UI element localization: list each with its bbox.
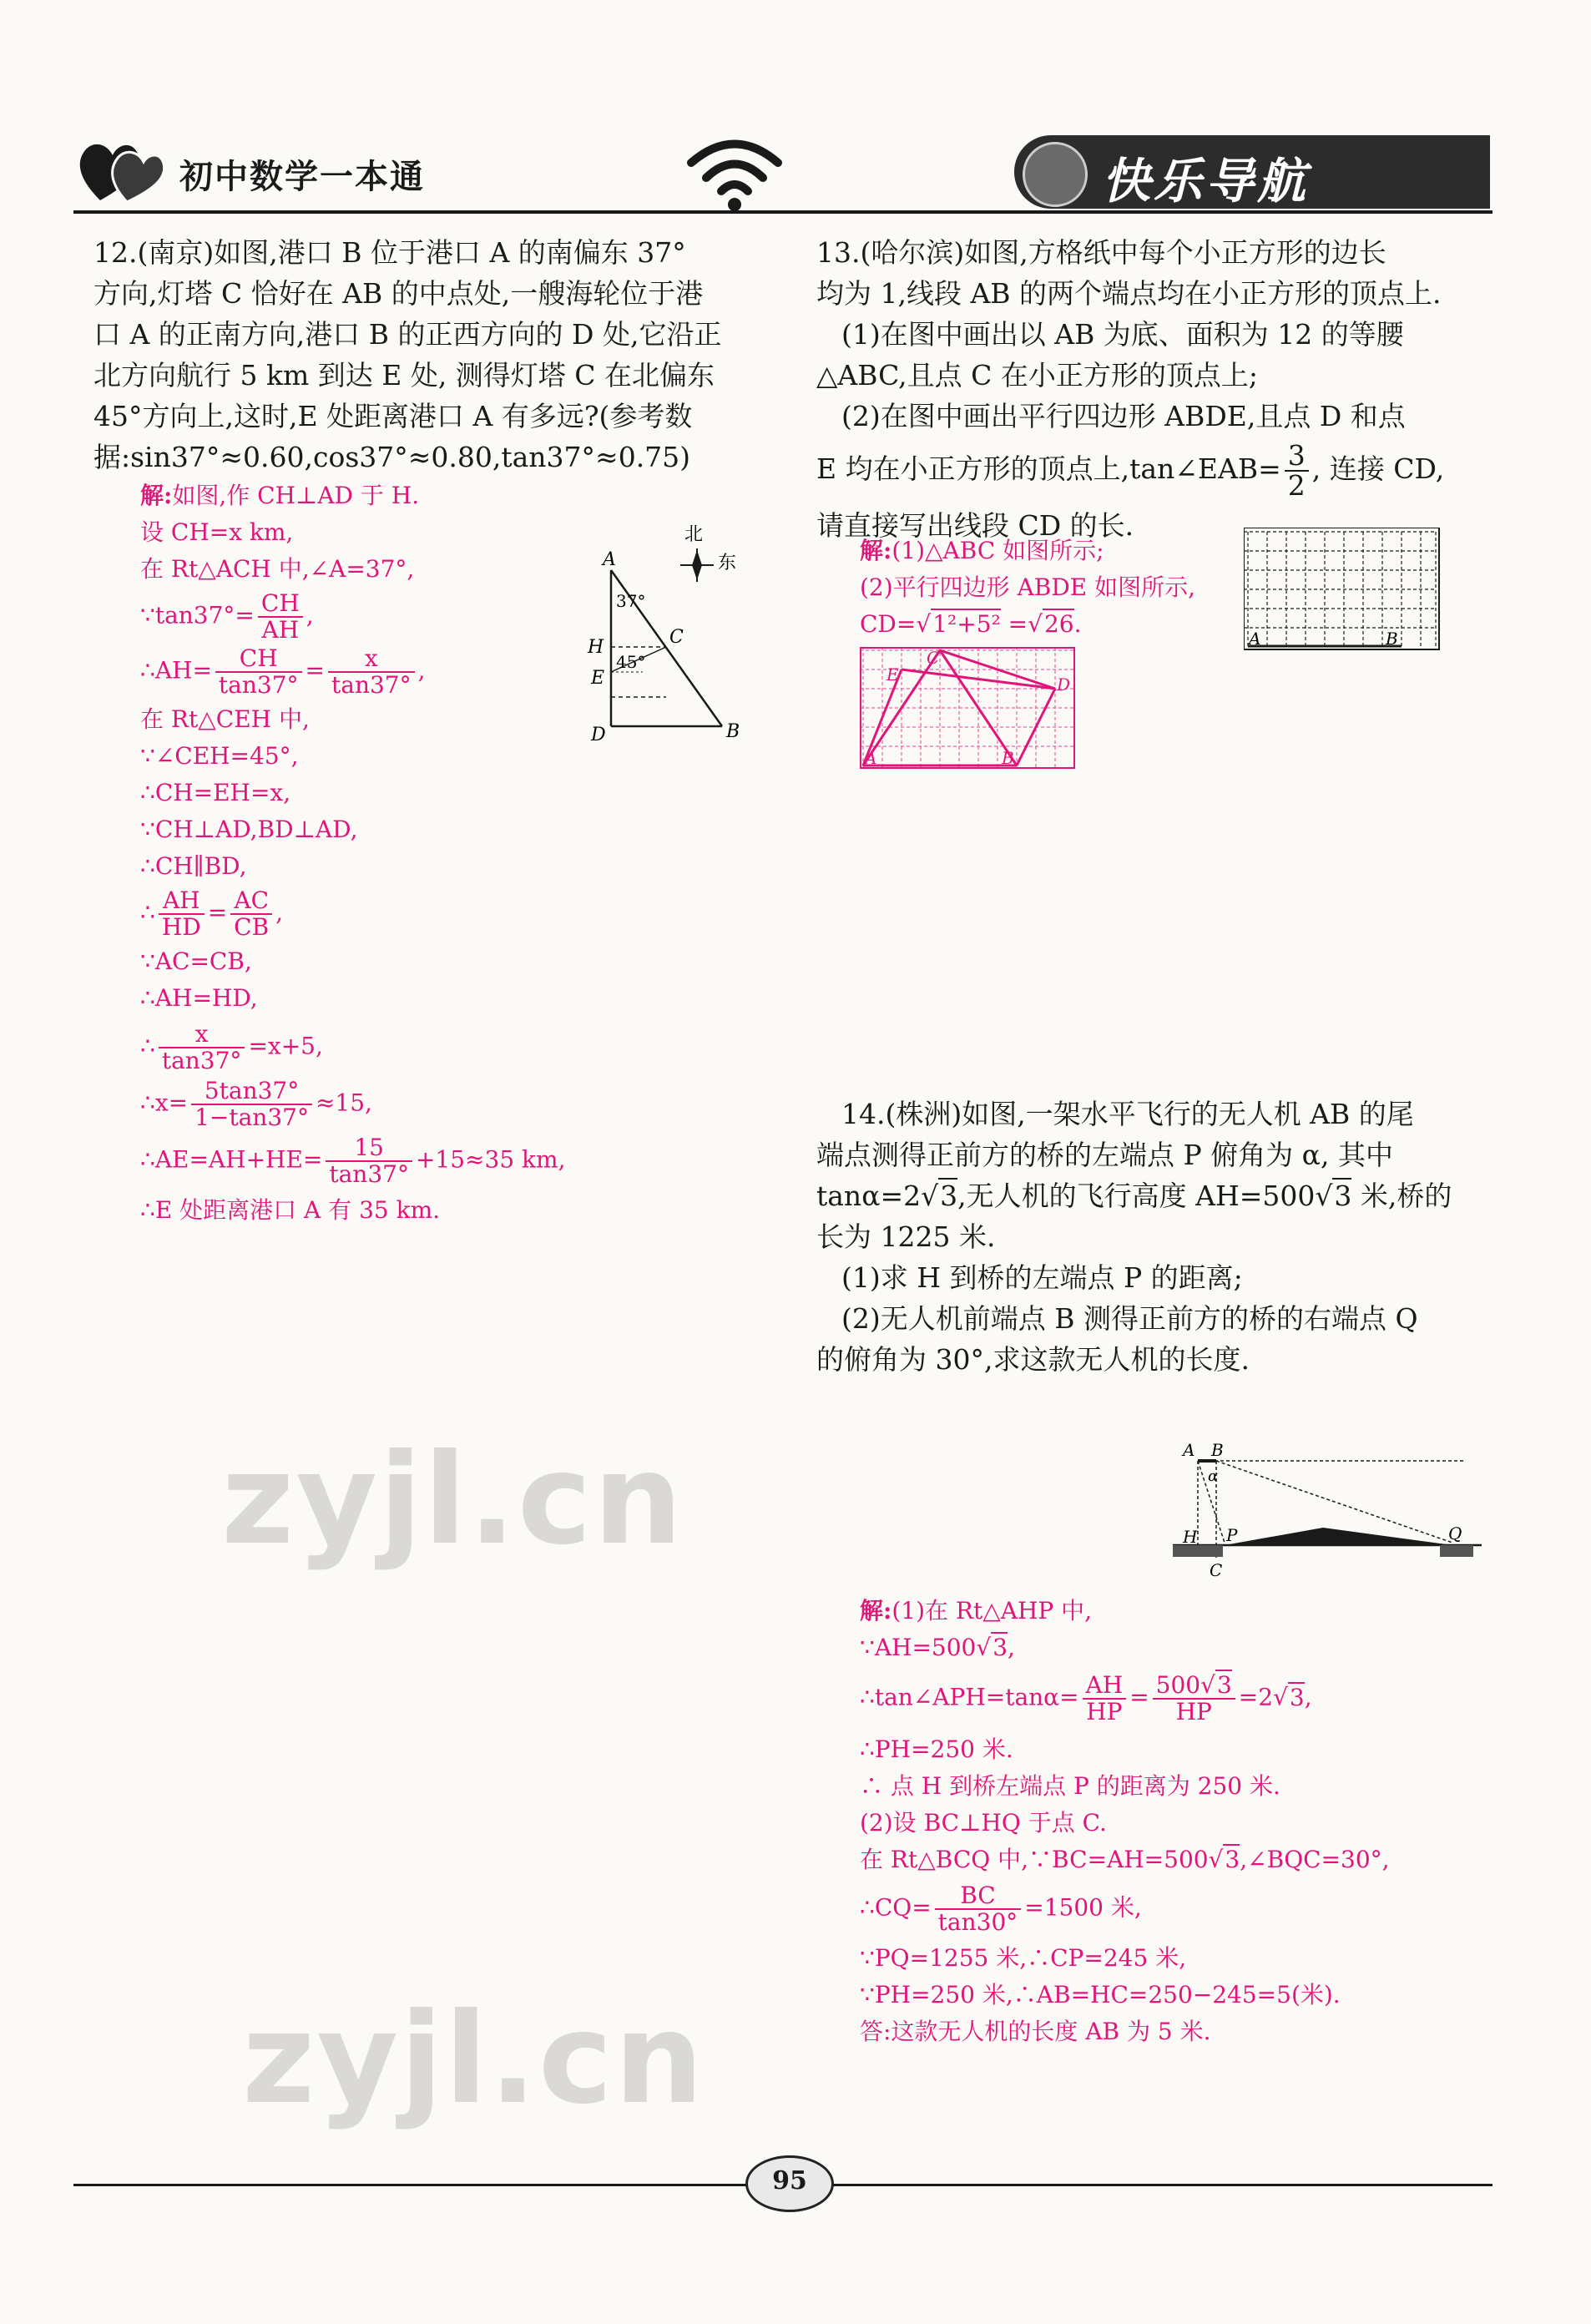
fraction — [1153, 1673, 1235, 1725]
q12-sol-text: ∴AH= — [140, 656, 212, 685]
denominator: tan37° — [218, 671, 299, 699]
q14-text: ,无人机的飞行高度 AH=500 — [957, 1180, 1316, 1212]
q12-sol-step: 设 CH=x km, — [140, 518, 294, 546]
denominator: HP — [1175, 1698, 1212, 1725]
grid-label-B: B — [1002, 748, 1014, 768]
q12-figure — [576, 522, 768, 764]
denominator: AH — [261, 616, 300, 644]
radicand: 1²+5² — [932, 610, 1001, 638]
q12-sol-text: ∴ — [140, 1032, 155, 1060]
q12-sol-label: 解: — [140, 482, 173, 509]
q12-sol-step: 在 Rt△ACH 中,∠A=37°, — [140, 555, 415, 583]
question-14: 14.(株洲)如图,一架水平飞行的无人机 AB 的尾 端点测得正前方的桥的左端点 P 俯角为 α, 其中 tanα=2√3,无人机的飞行高度 AH=500√3 米,桥的 长为 1225 米. (1)求 H 到桥的左端点 P 的距离; (2)无人机前端点 B 测得正前方的桥的右端点 Q 的俯角为 30°,求这款无人机的长度. — [816, 1094, 1484, 1380]
page-number: 95 — [772, 2166, 807, 2195]
logo-hearts-icon — [75, 134, 167, 209]
angle-45: 45° — [616, 652, 646, 672]
q13-grid-problem — [1244, 528, 1444, 651]
q14-line-6: (2)无人机前端点 B 测得正前方的桥的右端点 Q — [841, 1302, 1418, 1335]
q13-line-3: (1)在图中画出以 AB 为底、面积为 12 的等腰 — [841, 318, 1404, 351]
fraction — [159, 1022, 245, 1074]
numerator: BC — [935, 1883, 1022, 1910]
q12-sol-text: +15≈35 km, — [415, 1145, 566, 1174]
q14-sol-step: ∴ 点 H 到桥左端点 P 的距离为 250 米. — [860, 1772, 1280, 1800]
numerator: 500√3 — [1153, 1673, 1235, 1700]
q13-solution: 解:(1)△ABC 如图所示; (2)平行四边形 ABDE 如图所示, CD=√1²+5² =√26. — [860, 533, 1327, 643]
point-label-H: H — [588, 637, 604, 658]
compass-icon — [680, 548, 714, 582]
q14-sol-text: , — [1008, 1634, 1015, 1661]
q13-line-7: 请直接写出线段 CD 的长. — [816, 509, 1134, 542]
q12-sol-text: , — [306, 601, 314, 629]
numerator: 15 — [326, 1135, 412, 1162]
q13-line-4: △ABC,且点 C 在小正方形的顶点上; — [816, 359, 1258, 392]
numerator: AC — [230, 888, 272, 915]
denominator: 1−tan37° — [194, 1104, 309, 1131]
grid-label-A: A — [865, 748, 877, 768]
q14-figure — [1173, 1434, 1482, 1584]
grid-label-E: E — [886, 664, 899, 685]
fig-label-B: B — [1211, 1440, 1224, 1460]
fraction — [230, 888, 272, 940]
radicand: 3 — [940, 1180, 958, 1212]
fig-label-C: C — [1210, 1560, 1223, 1580]
watermark: zyjl.cn — [221, 1427, 684, 1573]
q14-sol-step: ∵PQ=1255 米,∴CP=245 米, — [860, 1944, 1187, 1972]
q13-sol-step: (2)平行四边形 ABDE 如图所示, — [860, 573, 1196, 601]
q12-line-4: 北方向航行 5 km 到达 E 处, 测得灯塔 C 在北偏东 — [93, 359, 715, 392]
q12-sol-text: =x+5, — [248, 1032, 323, 1060]
radicand: 3 — [1216, 1671, 1232, 1699]
q14-sol-text: , — [1304, 1683, 1312, 1711]
grid-label-A: A — [1249, 629, 1261, 649]
q12-solution — [140, 477, 591, 1229]
q12-line-3: 口 A 的正南方向,港口 B 的正西方向的 D 处,它沿正 — [93, 318, 722, 351]
q12-sol-step: 如图,作 CH⊥AD 于 H. — [172, 482, 420, 509]
q12-sol-step: ∴E 处距离港口 A 有 35 km. — [140, 1196, 441, 1224]
fig-label-Q: Q — [1448, 1523, 1462, 1543]
north-label: 北 — [684, 524, 704, 545]
book-title: 初中数学一本通 — [179, 158, 425, 196]
numerator: 3 — [1285, 442, 1309, 472]
q14-sol-text: ∴CQ= — [860, 1893, 932, 1922]
q12-sol-text: ≈15, — [315, 1089, 372, 1117]
q14-sol-step: (1)在 Rt△AHP 中, — [891, 1597, 1093, 1624]
q12-sol-step: ∵AC=CB, — [140, 947, 252, 975]
grid-label-C: C — [927, 648, 940, 668]
q12-sol-text: ∵tan37°= — [140, 601, 255, 629]
angle-37: 37° — [616, 591, 646, 611]
q13-sol-text: CD= — [860, 610, 917, 638]
q12-sol-step: ∴AH=HD, — [140, 984, 258, 1012]
q14-sol-label: 解: — [860, 1597, 892, 1624]
q12-sol-text: = — [305, 656, 325, 685]
denominator: tan30° — [937, 1908, 1018, 1936]
q13-line-6a: E 均在小正方形的顶点上,tan∠EAB= — [816, 452, 1281, 485]
q14-sol-step: ∵PH=250 米,∴AB=HC=250−245=5(米). — [860, 1981, 1341, 2008]
q14-line-2: 端点测得正前方的桥的左端点 P 俯角为 α, 其中 — [816, 1139, 1393, 1171]
q14-sol-step: ∴PH=250 米. — [860, 1735, 1013, 1763]
q14-sol-text: ,∠BQC=30°, — [1240, 1846, 1390, 1873]
watermark: zyjl.cn — [242, 1987, 705, 2132]
q12-sol-text: ∴ — [140, 898, 155, 927]
fraction — [328, 646, 415, 698]
radicand: 26 — [1043, 610, 1074, 638]
q12-line-1: 12.(南京)如图,港口 B 位于港口 A 的南偏东 37° — [93, 236, 686, 269]
denominator: HD — [161, 913, 201, 941]
q14-sol-text: =1500 米, — [1024, 1893, 1142, 1922]
question-12 — [93, 232, 770, 477]
q14-line-1: 14.(株洲)如图,一架水平飞行的无人机 AB 的尾 — [841, 1098, 1414, 1130]
fig-label-A: A — [1183, 1440, 1195, 1460]
q12-sol-step: ∴CH=EH=x, — [140, 779, 291, 806]
fraction — [1083, 1673, 1127, 1725]
hand-pointer-icon — [1023, 142, 1088, 207]
q14-sol-step: 答:这款无人机的长度 AB 为 5 米. — [860, 2018, 1211, 2045]
q12-sol-step: ∵CH⊥AD,BD⊥AD, — [140, 816, 358, 843]
numerator: CH — [215, 646, 302, 673]
q14-sol-text: = — [1129, 1683, 1149, 1711]
radicand: 3 — [992, 1634, 1008, 1661]
banner-title: 快乐导航 — [1102, 153, 1310, 210]
numerator: AH — [159, 888, 205, 915]
q12-sol-step: ∵∠CEH=45°, — [140, 742, 299, 770]
point-label-C: C — [669, 627, 684, 648]
q14-sol-text: =2 — [1238, 1683, 1274, 1711]
radicand: 3 — [1289, 1683, 1305, 1711]
numerator: CH — [258, 591, 303, 618]
fraction — [935, 1883, 1022, 1935]
grid-label-D: D — [1057, 674, 1071, 695]
q14-line-4: 长为 1225 米. — [816, 1220, 996, 1253]
q13-line-1: 13.(哈尔滨)如图,方格纸中每个小正方形的边长 — [816, 236, 1386, 269]
q14-solution: 解:(1)在 Rt△AHP 中, ∵AH=500√3, ∴tan∠APH=tanα= $\frac{AH}{HP}$ = $\frac{500√3}{HP}$ =2√3, ∴PH=250 米. ∴ 点 H 到桥左端点 P 的距离为 250 米. (2)设 BC⊥HQ 于点 C. 在 Rt△BCQ 中,∵BC=AH=500√3,∠BQC=30°, ∴CQ= $\frac{BC}{\tan 30^\circ}$ =1500 米, ∵PQ=1255 米,∴CP=245 米, ∵PH=250 米,∴AB=HC=250−245=5(米). 答:这款无人机的长度 AB 为 5 米. — [860, 1593, 1486, 2050]
radicand: 3 — [1225, 1846, 1240, 1873]
numerator-part: 500 — [1155, 1671, 1201, 1699]
fig-label-alpha: α — [1208, 1468, 1219, 1485]
q13-sol-label: 解: — [860, 537, 892, 564]
denominator: HP — [1086, 1698, 1123, 1725]
denominator: tan37° — [329, 1160, 409, 1188]
header-divider — [73, 210, 1493, 214]
denominator: tan37° — [161, 1047, 242, 1074]
q14-sol-step: (2)设 BC⊥HQ 于点 C. — [860, 1809, 1107, 1836]
question-13 — [816, 232, 1484, 546]
fraction — [326, 1135, 412, 1187]
q14-sol-text: ∵AH=500 — [860, 1634, 977, 1661]
q13-sol-step: (1)△ABC 如图所示; — [891, 537, 1104, 564]
denominator: CB — [234, 913, 270, 941]
q12-line-2: 方向,灯塔 C 恰好在 AB 的中点处,一艘海轮位于港 — [93, 277, 704, 310]
numerator: AH — [1083, 1673, 1127, 1700]
fig-label-P: P — [1226, 1525, 1238, 1545]
q14-text: 米,桥的 — [1351, 1180, 1452, 1212]
q14-sol-text: ∴tan∠APH=tanα= — [860, 1683, 1079, 1711]
fraction — [215, 646, 302, 698]
q12-line-5: 45°方向上,这时,E 处距离港口 A 有多远?(参考数 — [93, 400, 693, 432]
q14-text: tanα=2 — [816, 1180, 922, 1212]
radicand: 3 — [1334, 1180, 1352, 1212]
numerator: x — [328, 646, 415, 673]
q13-line-5: (2)在图中画出平行四边形 ABDE,且点 D 和点 — [841, 400, 1406, 432]
denominator: 2 — [1287, 469, 1306, 502]
fig-label-H: H — [1183, 1527, 1198, 1547]
q14-line-5: (1)求 H 到桥的左端点 P 的距离; — [841, 1261, 1243, 1294]
point-label-A: A — [603, 549, 616, 570]
numerator: 5tan37° — [191, 1079, 312, 1105]
fraction — [191, 1079, 312, 1130]
numerator: x — [159, 1022, 245, 1048]
q13-grid-solution — [860, 647, 1077, 772]
q12-sol-step: 在 Rt△CEH 中, — [140, 705, 310, 733]
q12-sol-text: , — [417, 656, 426, 685]
wifi-icon — [684, 129, 785, 213]
q13-line-6b: , 连接 CD, — [1311, 452, 1445, 485]
q12-sol-step: ∴CH∥BD, — [140, 852, 247, 880]
grid-label-B: B — [1386, 629, 1398, 649]
fraction — [159, 888, 205, 940]
q13-sol-text: . — [1073, 610, 1082, 638]
point-label-D: D — [591, 725, 606, 745]
q13-sol-text: = — [1000, 610, 1028, 638]
denominator: tan37° — [331, 671, 412, 699]
fraction — [258, 591, 303, 643]
q13-line-2: 均为 1,线段 AB 的两个端点均在小正方形的顶点上. — [816, 277, 1442, 310]
east-label: 东 — [718, 553, 737, 573]
q14-line-7: 的俯角为 30°,求这款无人机的长度. — [816, 1343, 1250, 1376]
point-label-B: B — [726, 721, 740, 742]
q12-sol-text: ∴x= — [140, 1089, 189, 1117]
q12-sol-text: ∴AE=AH+HE= — [140, 1145, 323, 1174]
q12-line-6: 据:sin37°≈0.60,cos37°≈0.80,tan37°≈0.75) — [93, 441, 691, 473]
q14-sol-text: 在 Rt△BCQ 中,∵BC=AH=500 — [860, 1846, 1209, 1873]
q12-sol-text: = — [207, 898, 228, 927]
fraction — [1285, 439, 1309, 502]
point-label-E: E — [591, 668, 605, 689]
q12-sol-text: , — [275, 898, 284, 927]
